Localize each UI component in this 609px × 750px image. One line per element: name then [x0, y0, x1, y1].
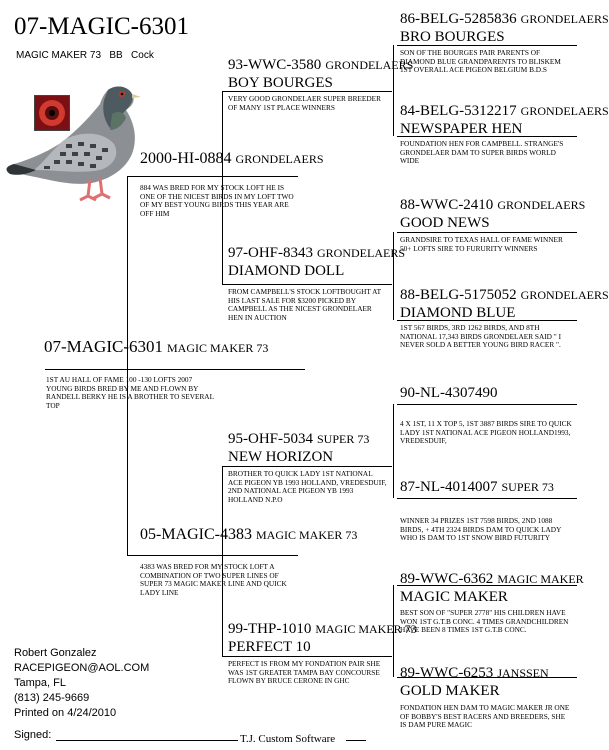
ds-id: 95-OHF-5034	[228, 431, 313, 447]
sire-id: 2000-HI-0884	[140, 150, 232, 167]
sdd-info: 1ST 567 BIRDS, 3RD 1262 BIRDS, AND 8TH NATIONAL 17,343 BIRDS GRONDELAER SAID " I NEVER SOLD A BETTER YOUNG BIRD RACER ".	[400, 323, 562, 350]
ss-info: VERY GOOD GRONDELAER SUPER BREEDER OF MANY 1ST PLACE WINNERS	[228, 94, 381, 112]
root-id: 07-MAGIC-6301	[44, 337, 163, 356]
ds-name: NEW HORIZON	[228, 449, 334, 465]
sss-bird	[400, 10, 609, 46]
ssd-bird	[400, 102, 609, 138]
tree-line	[45, 369, 305, 370]
page-subtitle: MAGIC MAKER 73 BB Cock	[16, 50, 154, 61]
dam-strain: MAGIC MAKER 73	[256, 528, 358, 542]
footer-line	[226, 740, 238, 741]
sss-info: SON OF THE BOURGES PAIR PARENTS OF DIAMOND BLUE GRANDPARENTS TO BLISKEM 1ST OVERALL ACE PIGEON BELGIUM B.D.S	[400, 48, 561, 75]
tree-line	[397, 404, 577, 405]
dd-info: PERFECT IS FROM MY FONDATION PAIR SHE WAS 1ST GREATER TAMPA BAY CONCOURSE FLOWN BY BRUCE CERONE IN GHC	[228, 659, 381, 686]
tree-line	[226, 284, 392, 285]
sss-name: BRO BOURGES	[400, 29, 505, 45]
dsd-bird	[400, 478, 587, 496]
sds-info: GRANDSIRE TO TEXAS HALL OF FAME WINNER 50+ LOFTS SIRE TO FURURITY WINNERS	[400, 235, 563, 253]
root-strain: MAGIC MAKER 73	[167, 341, 269, 355]
breeder-phone: (813) 245-9669	[14, 692, 90, 704]
ss-name: BOY BOURGES	[228, 75, 333, 91]
tree-line	[127, 176, 128, 556]
dss-bird	[400, 384, 587, 402]
pigeon-image	[4, 70, 154, 210]
eye-photo	[34, 95, 70, 131]
dam-bird	[140, 526, 357, 544]
footer-line	[346, 740, 366, 741]
ddd-strain: JANSSEN	[497, 666, 549, 680]
ssd-info: FOUNDATION HEN FOR CAMPBELL. STRANGE'S GRONDELAER DAM TO SUPER BIRDS WORLD WIDE	[400, 139, 564, 166]
sd-info: FROM CAMPBELL'S STOCK LOFTBOUGHT AT HIS LAST SALE FOR $3200 PICKED BY CAMPBELL AS THE NICEST GRONDELAER HEN IN AUCTION	[228, 287, 381, 322]
signed-label: Signed:	[14, 729, 52, 741]
sss-id: 86-BELG-5285836	[400, 11, 517, 27]
dd-id: 99-THP-1010	[228, 621, 312, 637]
ssd-strain: GRONDELAERS	[520, 104, 609, 118]
ddd-name: GOLD MAKER	[400, 683, 500, 699]
ddd-info: FONDATION HEN DAM TO MAGIC MAKER JR ONE OF BOBBY'S BEST RACERS AND BREEDERS, SHE IS DAM PURE MAGIC	[400, 703, 570, 730]
tree-line	[226, 656, 392, 657]
breeder-city: Tampa, FL	[14, 677, 66, 689]
dam-id: 05-MAGIC-4383	[140, 526, 252, 543]
tree-line	[226, 466, 392, 467]
dsd-info: WINNER 34 PRIZES 1ST 7598 BIRDS, 2ND 1088 BIRDS, + 4TH 2324 BIRDS DAM TO QUICK LADY WHO IS DAM TO 1ST SNOW BIRD FUTURITY	[400, 516, 562, 543]
ds-bird	[228, 430, 388, 466]
tree-line	[222, 466, 223, 656]
dds-strain: MAGIC MAKER	[497, 572, 584, 586]
breeder-info	[14, 646, 149, 721]
sdd-bird	[400, 286, 609, 322]
tree-line	[136, 555, 298, 556]
sdd-id: 88-BELG-5175052	[400, 287, 517, 303]
breeder-email: RACEPIGEON@AOL.COM	[14, 662, 150, 674]
signature-line	[56, 740, 226, 741]
ds-info: BROTHER TO QUICK LADY 1ST NATIONAL ACE PIGEON YB 1993 HOLLAND, VREDESDUIF, 2ND NATIONAL ACE PIGEON YB 1993 HOLLAND N.P.O	[228, 469, 387, 504]
ds-strain: SUPER 73	[317, 432, 370, 446]
dd-strain: MAGIC MAKER 73	[315, 622, 417, 636]
dss-id: 90-NL-4307490	[400, 385, 498, 401]
dam-info: 4383 WAS BRED FOR MY STOCK LOFT A COMBINATION OF TWO SUPER LINES OF SUPER 73 MAGIC MAKER LINE AND QUICK LADY LINE	[140, 562, 287, 597]
sds-bird	[400, 196, 587, 232]
sdd-name: DIAMOND BLUE	[400, 305, 516, 321]
ddd-bird	[400, 664, 587, 700]
sire-info: 884 WAS BRED FOR MY STOCK LOFT HE IS ONE OF THE NICEST BIRDS IN MY LOFT TWO OF MY BEST YOUNG BIRDS THIS YEAR ARE OFF HIM	[140, 183, 294, 218]
breeder-name: Robert Gonzalez	[14, 647, 97, 659]
dd-bird	[228, 620, 417, 656]
root-info: 1ST AU HALL OF FAME 100 -130 LOFTS 2007 YOUNG BIRDS BRED BY ME AND FLOWN BY RANDELL BERKY HE IS A BROTHER TO SEVERAL TOP	[46, 375, 214, 410]
ss-strain: GRONDELAERS	[325, 58, 414, 72]
dds-info: BEST SON OF "SUPER 2778" HIS CHILDREN HAVE WON 1ST G.T.B CONC. 4 TIMES GRANDCHILDREN HAVE BEEN 8 TIMES 1ST G.T.B CONC.	[400, 608, 569, 635]
sd-id: 97-OHF-8343	[228, 245, 313, 261]
tree-line	[397, 232, 577, 233]
sds-name: GOOD NEWS	[400, 215, 490, 231]
sd-strain: GRONDELAERS	[317, 246, 406, 260]
ss-id: 93-WWC-3580	[228, 57, 322, 73]
sds-strain: GRONDELAERS	[497, 198, 586, 212]
sdd-strain: GRONDELAERS	[520, 288, 609, 302]
ssd-id: 84-BELG-5312217	[400, 103, 517, 119]
software-credit: T.J. Custom Software	[240, 733, 336, 745]
dss-info: 4 X 1ST, 11 X TOP 5, 1ST 3887 BIRDS SIRE TO QUICK LADY 1ST NATIONAL ACE PIGEON HOLLAND1993, VREDESDUIF,	[400, 419, 572, 446]
ss-bird	[228, 56, 414, 92]
printed-date: Printed on 4/24/2010	[14, 707, 117, 719]
dds-id: 89-WWC-6362	[400, 571, 494, 587]
sire-strain: GRONDELAERS	[235, 152, 324, 166]
tree-line	[393, 404, 394, 498]
sd-bird	[228, 244, 406, 280]
sire-bird	[140, 150, 324, 168]
ddd-id: 89-WWC-6253	[400, 665, 494, 681]
ssd-name: NEWSPAPER HEN	[400, 121, 523, 137]
dds-name: MAGIC MAKER	[400, 589, 508, 605]
tree-line	[136, 176, 298, 177]
dsd-strain: SUPER 73	[501, 480, 554, 494]
sss-strain: GRONDELAERS	[520, 12, 609, 26]
dsd-id: 87-NL-4014007	[400, 479, 498, 495]
dd-name: PERFECT 10	[228, 639, 311, 655]
sds-id: 88-WWC-2410	[400, 197, 494, 213]
dds-bird	[400, 570, 587, 606]
sd-name: DIAMOND DOLL	[228, 263, 345, 279]
tree-line	[397, 498, 577, 499]
page-title: 07-MAGIC-6301	[14, 13, 189, 40]
root-bird	[44, 337, 268, 357]
